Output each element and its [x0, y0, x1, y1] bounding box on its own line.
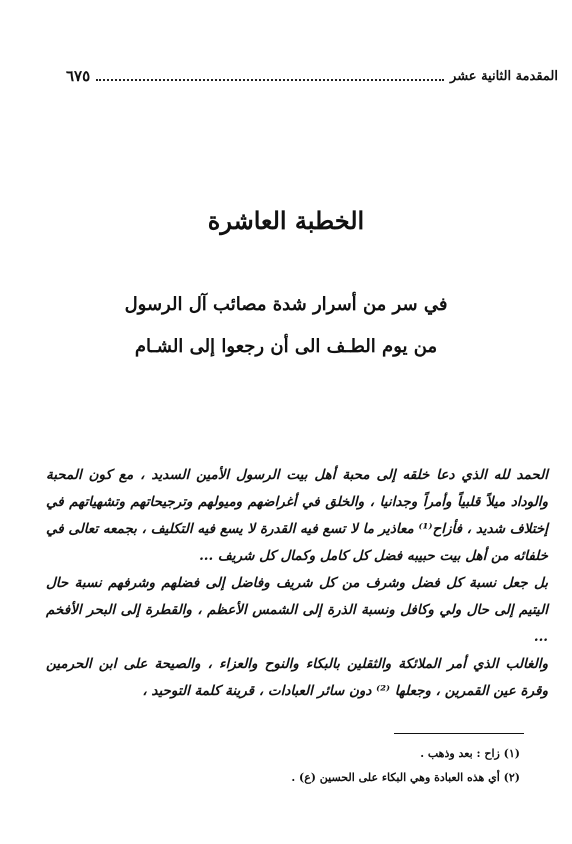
footnote: (١) زاح : بعد وذهب .	[420, 747, 520, 760]
sermon-subtitle	[60, 284, 512, 368]
paragraph: الحمد لله الذي دعا خلقه إلى محبة أهل بيت الرسول الأمين السديد ، مع كون المحبة والوداد ميلاً قلبياً وأمراً وجدانيا ، والخلق في أغراضهم وميولهم وترجيحاتهم وتشهياتهم في إختلاف شديد ، فأزاح⁽¹⁾ معاذير ما لا تسع فيه القدرة لا يسع فيه التكليف ، بجمعه تعالى في خلفائه من أهل بيت حبيبه فضل كل كامل وكمال كل شريف ...	[46, 467, 548, 564]
footnote-separator	[394, 733, 524, 734]
page-header	[66, 64, 558, 88]
page-number: ٦٧٥	[66, 67, 91, 85]
dotted-leader	[96, 79, 444, 81]
footnotes	[30, 742, 520, 790]
paragraph: والغالب الذي أمر الملائكة والثقلين بالبكاء والنوح والعزاء ، والصيحة على ابن الحرمين وقرة عين القمرين ، وجعلها ⁽²⁾ دون سائر العبادات ، قرينة كلمة التوحيد ،	[46, 656, 548, 699]
sermon-title: الخطبة العاشرة	[207, 206, 365, 235]
subtitle-line: من يوم الطـف الى أن رجعوا إلى الشـام	[134, 336, 438, 357]
body-text	[46, 462, 548, 705]
paragraph: بل جعل نسبة كل فضل وشرف من كل شريف وفاضل إلى فضلهم وشرفهم نسبة حال اليتيم إلى حال ولي وكافل ونسبة الذرة إلى الشمس الأعظم ، والقطرة إلى البحر الأفخم ...	[46, 575, 548, 645]
running-title: المقدمة الثانية عشر	[450, 68, 558, 84]
subtitle-line: في سر من أسرار شدة مصائب آل الرسول	[124, 294, 448, 315]
footnote: (٢) أي هذه العبادة وهي البكاء على الحسين (ع) .	[291, 771, 520, 784]
